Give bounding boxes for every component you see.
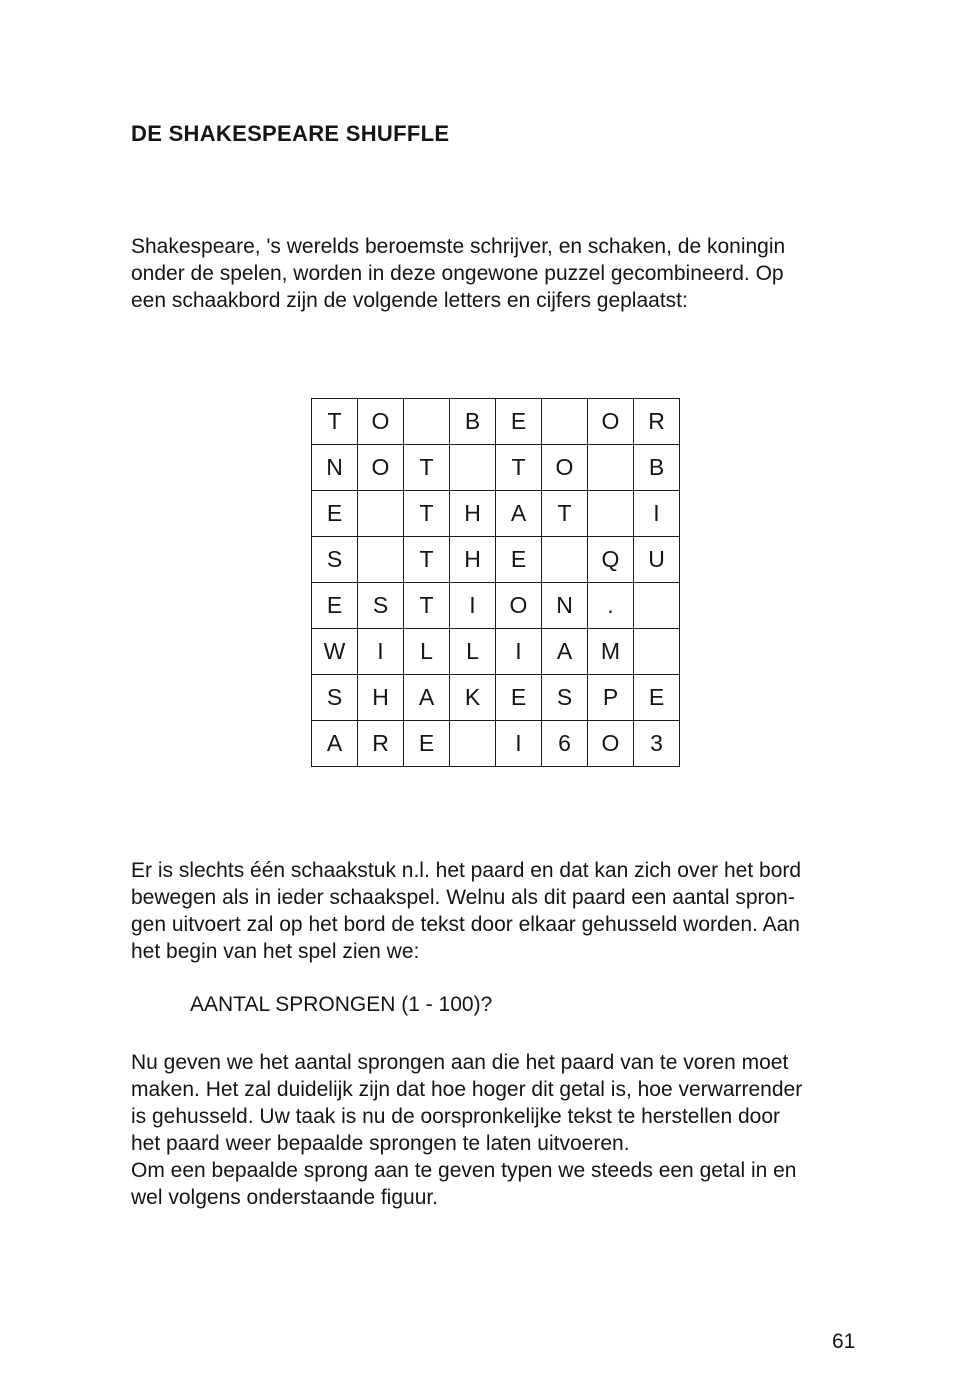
board-row bbox=[312, 399, 680, 445]
board-cell: E bbox=[496, 537, 542, 583]
board-cell: W bbox=[312, 629, 358, 675]
board-cell: A bbox=[312, 721, 358, 767]
intro-line: Shakespeare, 's werelds beroemste schrijver, en schaken, de koningin bbox=[131, 235, 786, 258]
letter-board bbox=[311, 398, 680, 767]
board-cell: I bbox=[496, 721, 542, 767]
board-cell bbox=[450, 445, 496, 491]
board-cell: M bbox=[588, 629, 634, 675]
body-line: Er is slechts één schaakstuk n.l. het paard en dat kan zich over het bord bbox=[131, 859, 802, 882]
board-cell bbox=[542, 399, 588, 445]
board-cell: K bbox=[450, 675, 496, 721]
body-line: bewegen als in ieder schaakspel. Welnu als dit paard een aantal spron- bbox=[131, 886, 795, 909]
body-line: het begin van het spel zien we: bbox=[131, 940, 420, 963]
board-cell: B bbox=[634, 445, 680, 491]
board-cell bbox=[358, 537, 404, 583]
board-cell bbox=[634, 583, 680, 629]
board-cell: E bbox=[496, 399, 542, 445]
board-cell: P bbox=[588, 675, 634, 721]
body-line: gen uitvoert zal op het bord de tekst door elkaar gehusseld worden. Aan bbox=[131, 913, 800, 936]
board-row bbox=[312, 583, 680, 629]
board-cell: O bbox=[588, 721, 634, 767]
closing-line: het paard weer bepaalde sprongen te laten uitvoeren. bbox=[131, 1132, 630, 1155]
board-cell: A bbox=[404, 675, 450, 721]
board-row bbox=[312, 721, 680, 767]
board-cell: . bbox=[588, 583, 634, 629]
board-cell: T bbox=[404, 445, 450, 491]
board-cell: I bbox=[358, 629, 404, 675]
closing-line: maken. Het zal duidelijk zijn dat hoe hoger dit getal is, hoe verwarrender bbox=[131, 1078, 803, 1101]
board-cell: T bbox=[404, 537, 450, 583]
board-cell: E bbox=[404, 721, 450, 767]
board-cell: T bbox=[496, 445, 542, 491]
board-cell: H bbox=[450, 537, 496, 583]
board-cell: L bbox=[404, 629, 450, 675]
page-number: 61 bbox=[832, 1330, 856, 1353]
board-cell: E bbox=[312, 583, 358, 629]
board-cell: S bbox=[358, 583, 404, 629]
board-cell: L bbox=[450, 629, 496, 675]
board-cell bbox=[358, 491, 404, 537]
jump-count-prompt: AANTAL SPRONGEN (1 - 100)? bbox=[190, 993, 493, 1016]
board-row bbox=[312, 537, 680, 583]
board-cell: E bbox=[312, 491, 358, 537]
board-cell bbox=[450, 721, 496, 767]
board-cell: 6 bbox=[542, 721, 588, 767]
board-cell: R bbox=[634, 399, 680, 445]
board-row bbox=[312, 445, 680, 491]
board-cell: S bbox=[542, 675, 588, 721]
closing-line: Nu geven we het aantal sprongen aan die het paard van te voren moet bbox=[131, 1051, 789, 1074]
board-cell bbox=[542, 537, 588, 583]
board-cell: Q bbox=[588, 537, 634, 583]
intro-line: een schaakbord zijn de volgende letters en cijfers geplaatst: bbox=[131, 289, 688, 312]
board-cell: N bbox=[312, 445, 358, 491]
board-cell bbox=[404, 399, 450, 445]
board-cell: H bbox=[450, 491, 496, 537]
board-cell: T bbox=[404, 583, 450, 629]
board-cell: R bbox=[358, 721, 404, 767]
board-cell: S bbox=[312, 675, 358, 721]
board-cell: H bbox=[358, 675, 404, 721]
board-cell: O bbox=[496, 583, 542, 629]
board-cell: A bbox=[542, 629, 588, 675]
intro-paragraph bbox=[131, 233, 861, 314]
closing-line: wel volgens onderstaande figuur. bbox=[131, 1186, 439, 1209]
board-cell: I bbox=[450, 583, 496, 629]
board-cell: I bbox=[496, 629, 542, 675]
board-cell: O bbox=[358, 445, 404, 491]
board-row bbox=[312, 629, 680, 675]
intro-line: onder de spelen, worden in deze ongewone puzzel gecombineerd. Op bbox=[131, 262, 784, 285]
board-cell bbox=[588, 491, 634, 537]
closing-paragraph bbox=[131, 1049, 861, 1211]
board-cell: O bbox=[588, 399, 634, 445]
board-cell: E bbox=[496, 675, 542, 721]
body-paragraph bbox=[131, 857, 861, 965]
board-cell: S bbox=[312, 537, 358, 583]
board-cell bbox=[588, 445, 634, 491]
closing-line: Om een bepaalde sprong aan te geven typen we steeds een getal in en bbox=[131, 1159, 797, 1182]
board-cell: T bbox=[542, 491, 588, 537]
board-row bbox=[312, 491, 680, 537]
board-cell: B bbox=[450, 399, 496, 445]
board-cell: T bbox=[404, 491, 450, 537]
board-row bbox=[312, 675, 680, 721]
board-cell: O bbox=[358, 399, 404, 445]
page-title: DE SHAKESPEARE SHUFFLE bbox=[131, 121, 450, 146]
board-cell: 3 bbox=[634, 721, 680, 767]
closing-line: is gehusseld. Uw taak is nu de oorspronkelijke tekst te herstellen door bbox=[131, 1105, 781, 1128]
board-cell: T bbox=[312, 399, 358, 445]
board-cell bbox=[634, 629, 680, 675]
board-cell: E bbox=[634, 675, 680, 721]
board-cell: U bbox=[634, 537, 680, 583]
board-cell: I bbox=[634, 491, 680, 537]
board-cell: A bbox=[496, 491, 542, 537]
board-cell: N bbox=[542, 583, 588, 629]
board-cell: O bbox=[542, 445, 588, 491]
